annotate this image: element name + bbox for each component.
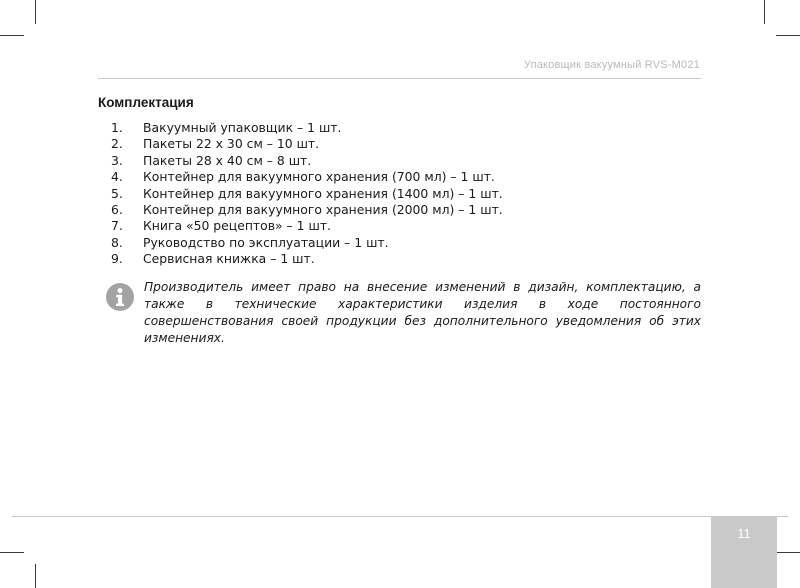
list-item <box>111 136 503 152</box>
list-item-text: Сервисная книжка – 1 шт. <box>143 251 315 267</box>
list-item-text: Контейнер для вакуумного хранения (2000 мл) – 1 шт. <box>143 201 503 217</box>
page-number: 11 <box>737 526 751 541</box>
crop-mark <box>776 35 800 36</box>
list-item-text: Руководство по эксплуатации – 1 шт. <box>143 234 389 250</box>
list-item-text: Пакеты 22 х 30 см – 10 шт. <box>143 136 320 152</box>
crop-mark <box>764 0 765 24</box>
list-item-text: Пакеты 28 х 40 см – 8 шт. <box>143 152 312 168</box>
list-item <box>111 186 503 202</box>
page-number-box <box>711 517 777 588</box>
list-item-number: 2. <box>111 136 123 152</box>
list-item <box>111 120 503 136</box>
list-item-text: Книга «50 рецептов» – 1 шт. <box>143 218 331 234</box>
list-item <box>111 169 503 185</box>
list-item-number: 5. <box>111 185 123 201</box>
crop-mark <box>776 552 800 553</box>
running-header: Упаковщик вакуумный RVS-M021 <box>523 59 700 71</box>
crop-mark <box>35 0 36 24</box>
list-item <box>111 235 503 251</box>
list-item-number: 1. <box>111 120 123 135</box>
list-item-number: 9. <box>111 251 123 267</box>
list-item-number: 8. <box>111 234 123 250</box>
list-item-number: 4. <box>111 169 123 185</box>
list-item-number: 3. <box>111 152 123 168</box>
crop-mark <box>35 564 36 588</box>
list-item-number: 7. <box>111 218 123 234</box>
section-title: Комплектация <box>98 95 194 110</box>
list-item-text: Контейнер для вакуумного хранения (1400 мл) – 1 шт. <box>143 185 503 201</box>
header-divider <box>98 78 701 79</box>
list-item <box>111 202 503 218</box>
crop-mark <box>0 552 24 553</box>
crop-mark <box>0 35 24 36</box>
list-item-text: Вакуумный упаковщик – 1 шт. <box>143 120 342 135</box>
contents-list <box>111 120 503 268</box>
list-item <box>111 218 503 234</box>
info-icon <box>106 283 134 311</box>
list-item-number: 6. <box>111 201 123 217</box>
disclaimer-note: Производитель имеет право на внесение изменений в дизайн, комплектацию, а также в технические характеристики изделия в ходе постоянного совершенствования своей продукции без дополнительного уведомления об этих изменениях. <box>144 280 701 345</box>
footer-divider <box>12 516 788 517</box>
list-item <box>111 251 503 267</box>
list-item <box>111 153 503 169</box>
list-item-text: Контейнер для вакуумного хранения (700 мл) – 1 шт. <box>143 169 495 185</box>
